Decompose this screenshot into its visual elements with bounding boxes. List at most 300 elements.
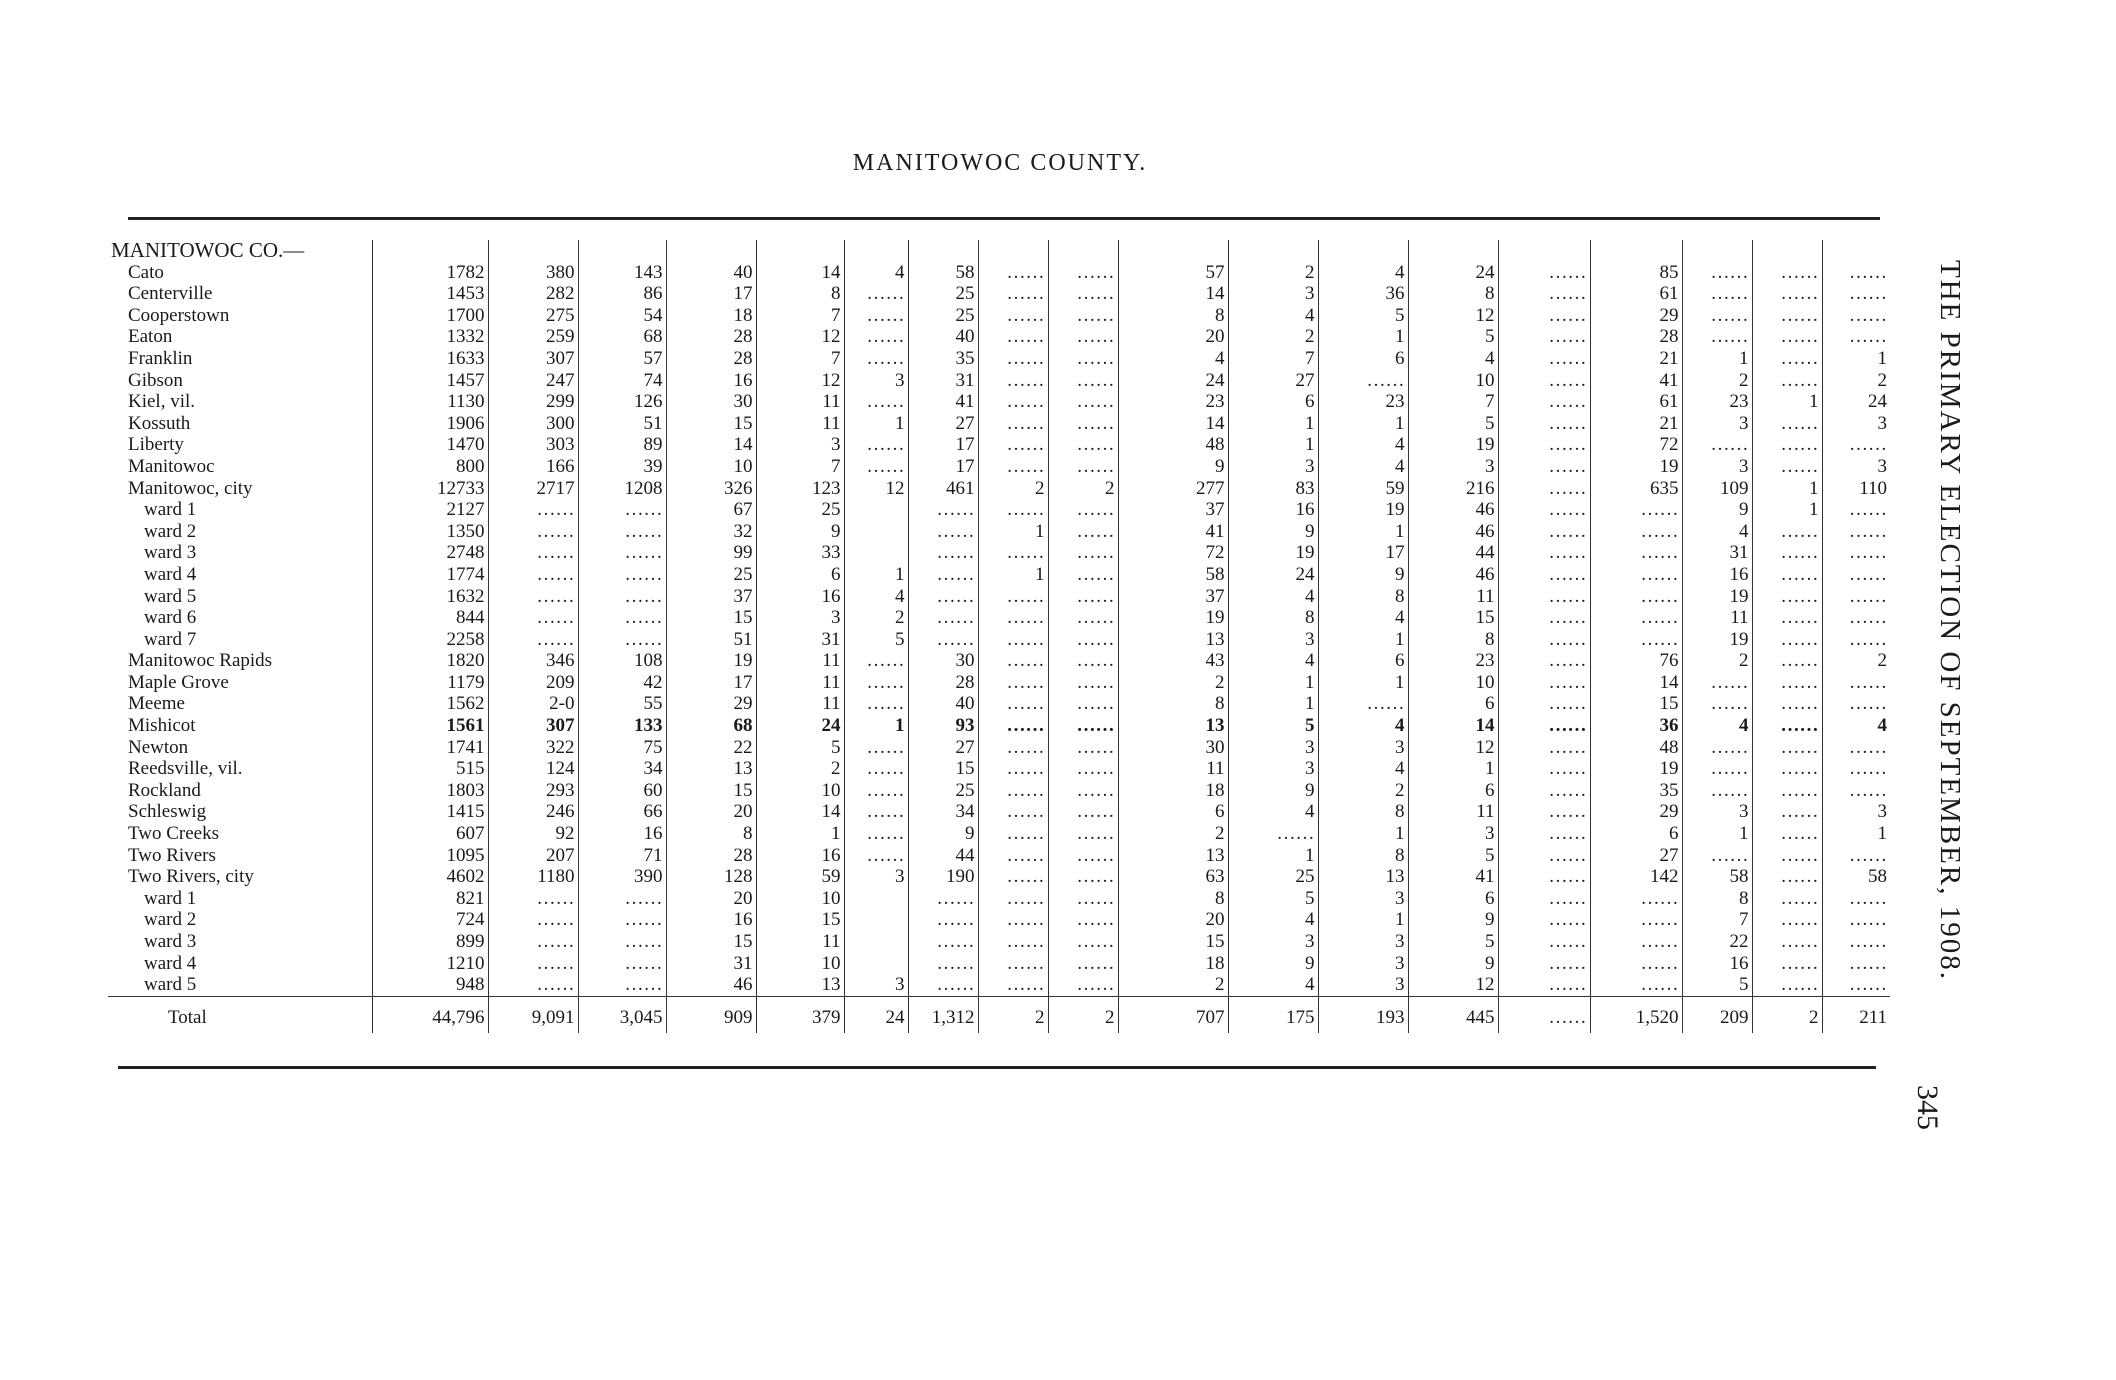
table-cell: …… <box>1048 650 1118 672</box>
table-cell: 63 <box>1118 866 1228 888</box>
table-cell: …… <box>1498 953 1590 975</box>
table-cell: …… <box>1048 305 1118 327</box>
table-cell: 2 <box>1682 370 1752 392</box>
table-cell: …… <box>1590 499 1682 521</box>
table-cell: 1 <box>1682 348 1752 370</box>
table-cell: 209 <box>488 672 578 694</box>
table-cell: 1561 <box>372 715 488 737</box>
table-cell: …… <box>978 586 1048 608</box>
table-cell: …… <box>1682 737 1752 759</box>
table-cell: 75 <box>578 737 666 759</box>
total-cell: 2 <box>1048 996 1118 1033</box>
table-cell: …… <box>1498 391 1590 413</box>
table-cell: …… <box>1752 931 1822 953</box>
table-cell: 20 <box>1118 326 1228 348</box>
table-cell: 74 <box>578 370 666 392</box>
table-cell: 3 <box>1318 737 1408 759</box>
table-cell: 17 <box>666 283 756 305</box>
table-cell: 35 <box>908 348 978 370</box>
table-cell: 1130 <box>372 391 488 413</box>
total-cell: 445 <box>1408 996 1498 1033</box>
table-cell: …… <box>978 305 1048 327</box>
table-cell: …… <box>1498 845 1590 867</box>
table-cell: 16 <box>1682 953 1752 975</box>
table-cell: …… <box>978 672 1048 694</box>
table-cell: …… <box>908 974 978 996</box>
table-cell: 25 <box>1228 866 1318 888</box>
table-cell: …… <box>1498 715 1590 737</box>
table-cell: …… <box>908 607 978 629</box>
table-cell: …… <box>1682 845 1752 867</box>
table-cell: 15 <box>666 780 756 802</box>
table-cell: 4 <box>844 262 908 284</box>
table-cell: 4 <box>1682 521 1752 543</box>
table-cell: 1470 <box>372 434 488 456</box>
table-cell: 14 <box>666 434 756 456</box>
table-cell: …… <box>1590 564 1682 586</box>
table-cell: 41 <box>1118 521 1228 543</box>
table-cell: …… <box>978 283 1048 305</box>
table-cell: 60 <box>578 780 666 802</box>
table-cell: 143 <box>578 262 666 284</box>
table-cell: 3 <box>1318 888 1408 910</box>
table-cell: …… <box>1822 586 1890 608</box>
table-row <box>108 866 1890 888</box>
table-cell: …… <box>844 283 908 305</box>
table-cell: …… <box>1048 823 1118 845</box>
table-cell: …… <box>1498 586 1590 608</box>
table-cell: …… <box>1752 715 1822 737</box>
table-cell: 27 <box>908 413 978 435</box>
table-cell: …… <box>844 780 908 802</box>
table-cell: 1350 <box>372 521 488 543</box>
table-cell: …… <box>844 434 908 456</box>
table-cell: 2 <box>1318 780 1408 802</box>
table-cell: …… <box>844 305 908 327</box>
table-cell: …… <box>488 953 578 975</box>
table-cell: 18 <box>1118 953 1228 975</box>
table-cell <box>844 521 908 543</box>
table-cell: 108 <box>578 650 666 672</box>
table-cell: 247 <box>488 370 578 392</box>
table-row <box>108 564 1890 586</box>
table-cell: 8 <box>1682 888 1752 910</box>
election-table <box>108 240 1890 1033</box>
table-cell: …… <box>1752 348 1822 370</box>
table-cell: …… <box>1048 758 1118 780</box>
table-cell: 2 <box>756 758 844 780</box>
table-cell: 2 <box>1822 650 1890 672</box>
table-cell: 15 <box>666 413 756 435</box>
table-cell: 4 <box>1228 586 1318 608</box>
table-cell: …… <box>1752 262 1822 284</box>
row-label: ward 4 <box>144 563 197 585</box>
table-cell: 5 <box>1408 845 1498 867</box>
table-cell: 30 <box>666 391 756 413</box>
table-cell: …… <box>1822 434 1890 456</box>
table-cell: …… <box>1752 607 1822 629</box>
table-cell: 190 <box>908 866 978 888</box>
table-cell: 5 <box>1408 413 1498 435</box>
table-cell: 37 <box>1118 499 1228 521</box>
table-cell: 3 <box>1228 283 1318 305</box>
row-label: Two Rivers <box>128 844 216 866</box>
table-cell: 2 <box>1682 650 1752 672</box>
table-cell: 282 <box>488 283 578 305</box>
table-cell: 68 <box>578 326 666 348</box>
table-cell: 15 <box>1408 607 1498 629</box>
table-cell: …… <box>978 758 1048 780</box>
table-cell: 15 <box>1118 931 1228 953</box>
row-label: Reedsville, vil. <box>128 758 243 780</box>
table-cell: …… <box>1822 326 1890 348</box>
page-number: 345 <box>1911 1085 1944 1130</box>
table-cell: …… <box>1498 672 1590 694</box>
table-cell: 1 <box>978 564 1048 586</box>
table-cell: 246 <box>488 801 578 823</box>
table-cell: …… <box>488 931 578 953</box>
table-cell: 11 <box>1408 801 1498 823</box>
row-label: Two Creeks <box>128 823 220 845</box>
table-cell: 14 <box>756 801 844 823</box>
table-cell: 99 <box>666 542 756 564</box>
table-cell: 92 <box>488 823 578 845</box>
table-cell <box>844 499 908 521</box>
table-row <box>108 478 1890 500</box>
table-cell: …… <box>488 629 578 651</box>
table-cell: …… <box>1682 283 1752 305</box>
row-label: Manitowoc <box>128 455 215 477</box>
table-cell: …… <box>978 391 1048 413</box>
table-cell: …… <box>1590 974 1682 996</box>
table-cell: …… <box>1048 931 1118 953</box>
table-row <box>108 650 1890 672</box>
table-cell: …… <box>1498 974 1590 996</box>
table-row <box>108 693 1890 715</box>
table-cell: …… <box>908 499 978 521</box>
table-row <box>108 391 1890 413</box>
row-label: Franklin <box>128 347 193 369</box>
table-cell: …… <box>488 564 578 586</box>
table-cell: 30 <box>1118 737 1228 759</box>
table-row <box>108 607 1890 629</box>
table-cell: 9 <box>1228 953 1318 975</box>
table-cell: …… <box>1498 370 1590 392</box>
table-cell: …… <box>978 607 1048 629</box>
table-cell: …… <box>844 737 908 759</box>
table-cell: …… <box>488 909 578 931</box>
table-cell: 85 <box>1590 262 1682 284</box>
table-cell: 8 <box>1408 629 1498 651</box>
table-cell: …… <box>488 521 578 543</box>
table-cell: 5 <box>756 737 844 759</box>
table-cell: 1562 <box>372 693 488 715</box>
table-cell: 24 <box>756 715 844 737</box>
table-cell: 25 <box>908 305 978 327</box>
table-cell: 15 <box>908 758 978 780</box>
table-cell: 1 <box>978 521 1048 543</box>
table-row <box>108 456 1890 478</box>
table-cell: 4 <box>1118 348 1228 370</box>
table-cell: …… <box>1498 413 1590 435</box>
table-cell: 14 <box>1118 413 1228 435</box>
table-cell: 19 <box>1118 607 1228 629</box>
table-cell: …… <box>1822 499 1890 521</box>
table-cell: 10 <box>756 780 844 802</box>
table-cell: 1803 <box>372 780 488 802</box>
table-cell <box>844 542 908 564</box>
table-cell: …… <box>1752 370 1822 392</box>
table-cell: …… <box>1590 931 1682 953</box>
table-cell: …… <box>1682 780 1752 802</box>
table-cell: …… <box>1822 564 1890 586</box>
table-cell: …… <box>844 801 908 823</box>
table-cell: 126 <box>578 391 666 413</box>
table-cell: …… <box>578 542 666 564</box>
row-label: Cato <box>128 261 164 283</box>
table-cell: …… <box>1682 434 1752 456</box>
table-cell: 515 <box>372 758 488 780</box>
table-cell: …… <box>1048 974 1118 996</box>
row-label: Liberty <box>128 434 184 456</box>
table-cell: 24 <box>1822 391 1890 413</box>
table-cell: 5 <box>844 629 908 651</box>
table-cell: …… <box>978 693 1048 715</box>
table-row <box>108 715 1890 737</box>
table-cell: …… <box>1498 348 1590 370</box>
table-cell: 25 <box>756 499 844 521</box>
table-cell: …… <box>1498 780 1590 802</box>
table-cell: …… <box>1752 866 1822 888</box>
table-cell: 1 <box>1318 521 1408 543</box>
table-cell: …… <box>1318 370 1408 392</box>
table-row <box>108 521 1890 543</box>
table-cell: 3 <box>756 607 844 629</box>
table-cell <box>844 909 908 931</box>
table-cell: …… <box>1048 564 1118 586</box>
table-cell: 34 <box>578 758 666 780</box>
table-cell: …… <box>1752 845 1822 867</box>
table-cell: 1 <box>1228 434 1318 456</box>
table-cell: 1415 <box>372 801 488 823</box>
table-cell: …… <box>844 650 908 672</box>
table-cell: 6 <box>1590 823 1682 845</box>
table-cell: …… <box>1228 823 1318 845</box>
table-cell: 3 <box>756 434 844 456</box>
table-cell: 28 <box>666 845 756 867</box>
table-cell: 1 <box>1752 478 1822 500</box>
table-cell: …… <box>1682 693 1752 715</box>
table-cell: 346 <box>488 650 578 672</box>
table-cell: 1 <box>1822 823 1890 845</box>
table-cell: 16 <box>666 370 756 392</box>
table-cell: 40 <box>908 326 978 348</box>
table-cell: …… <box>1498 542 1590 564</box>
running-head: THE PRIMARY ELECTION OF SEPTEMBER, 1908. <box>1934 260 1966 981</box>
table-cell: 23 <box>1408 650 1498 672</box>
table-cell: …… <box>978 629 1048 651</box>
table-cell: …… <box>488 607 578 629</box>
table-cell: 307 <box>488 348 578 370</box>
table-cell: …… <box>844 326 908 348</box>
row-label: Two Rivers, city <box>128 866 254 888</box>
table-cell: …… <box>978 326 1048 348</box>
table-cell: 4602 <box>372 866 488 888</box>
table-cell: 46 <box>1408 521 1498 543</box>
table-row <box>108 499 1890 521</box>
table-cell: 22 <box>1682 931 1752 953</box>
table-cell: 2 <box>1118 823 1228 845</box>
table-cell: …… <box>1822 521 1890 543</box>
table-cell: 9 <box>1682 499 1752 521</box>
table-cell: 800 <box>372 456 488 478</box>
table-cell: 1 <box>844 715 908 737</box>
row-label: Eaton <box>128 326 173 348</box>
row-label: ward 6 <box>144 607 197 629</box>
table-cell: 4 <box>1318 758 1408 780</box>
table-cell: 12 <box>1408 737 1498 759</box>
table-row <box>108 305 1890 327</box>
table-cell: 3 <box>1408 456 1498 478</box>
row-label: Cooperstown <box>128 304 230 326</box>
table-cell: 1457 <box>372 370 488 392</box>
table-cell: …… <box>1752 974 1822 996</box>
table-row <box>108 758 1890 780</box>
table-row <box>108 370 1890 392</box>
table-cell: …… <box>578 586 666 608</box>
table-cell: 11 <box>1118 758 1228 780</box>
table-cell: 2 <box>1118 974 1228 996</box>
table-cell: …… <box>1498 737 1590 759</box>
table-cell: 9 <box>1318 564 1408 586</box>
table-cell: 76 <box>1590 650 1682 672</box>
table-cell: 4 <box>844 586 908 608</box>
table-cell: 3 <box>1822 801 1890 823</box>
table-cell: 54 <box>578 305 666 327</box>
table-cell: 48 <box>1590 737 1682 759</box>
table-cell: 5 <box>1228 715 1318 737</box>
table-cell: 6 <box>1408 693 1498 715</box>
table-cell: 1782 <box>372 262 488 284</box>
table-cell: 42 <box>578 672 666 694</box>
table-cell: …… <box>1048 737 1118 759</box>
table-cell: …… <box>1048 542 1118 564</box>
table-cell: …… <box>1822 262 1890 284</box>
table-cell: 11 <box>756 391 844 413</box>
table-cell: 18 <box>666 305 756 327</box>
table-cell: 19 <box>1682 629 1752 651</box>
table-cell: 29 <box>1590 305 1682 327</box>
table-cell: 27 <box>908 737 978 759</box>
table-cell: 61 <box>1590 283 1682 305</box>
table-cell: 6 <box>1318 650 1408 672</box>
table-cell: 3 <box>844 866 908 888</box>
table-cell: 1 <box>1318 326 1408 348</box>
table-cell: 326 <box>666 478 756 500</box>
table-cell: 948 <box>372 974 488 996</box>
table-cell: 1632 <box>372 586 488 608</box>
table-cell: 1700 <box>372 305 488 327</box>
table-cell: 83 <box>1228 478 1318 500</box>
total-cell: 2 <box>1752 996 1822 1033</box>
table-cell: 7 <box>1228 348 1318 370</box>
table-cell: 3 <box>1822 456 1890 478</box>
table-cell: 13 <box>1318 866 1408 888</box>
table-cell: 128 <box>666 866 756 888</box>
table-cell: 3 <box>1318 931 1408 953</box>
table-cell: 20 <box>666 888 756 910</box>
table-cell: 41 <box>908 391 978 413</box>
table-cell: 724 <box>372 909 488 931</box>
table-cell: 16 <box>1228 499 1318 521</box>
table-row <box>108 586 1890 608</box>
total-cell: 44,796 <box>372 996 488 1033</box>
table-cell: 36 <box>1318 283 1408 305</box>
table-cell: …… <box>1048 413 1118 435</box>
table-cell: …… <box>1752 283 1822 305</box>
table-cell: 59 <box>1318 478 1408 500</box>
table-cell: 25 <box>666 564 756 586</box>
table-cell: 19 <box>1228 542 1318 564</box>
table-cell: …… <box>1822 672 1890 694</box>
table-cell: 6 <box>1118 801 1228 823</box>
table-cell: 1210 <box>372 953 488 975</box>
table-cell: 12 <box>756 370 844 392</box>
row-label: Gibson <box>128 369 183 391</box>
table-cell: 58 <box>1118 564 1228 586</box>
table-cell: 16 <box>666 909 756 931</box>
table-cell: …… <box>1048 629 1118 651</box>
table-cell: 51 <box>666 629 756 651</box>
table-cell: …… <box>1498 499 1590 521</box>
table-body <box>108 240 1890 996</box>
table-cell: 25 <box>908 283 978 305</box>
table-cell: 17 <box>908 456 978 478</box>
table-cell: 58 <box>1822 866 1890 888</box>
table-cell: …… <box>844 823 908 845</box>
row-label: ward 3 <box>144 931 197 952</box>
table-cell: 3 <box>1318 974 1408 996</box>
table-cell: 1 <box>1408 758 1498 780</box>
row-label: Newton <box>128 736 189 758</box>
table-cell: …… <box>978 456 1048 478</box>
total-label: Total <box>108 996 372 1033</box>
table-cell: …… <box>1498 888 1590 910</box>
table-cell: …… <box>978 737 1048 759</box>
table-cell: …… <box>488 974 578 996</box>
table-cell: 2 <box>1048 478 1118 500</box>
row-label: ward 5 <box>144 974 197 996</box>
table-cell: 5 <box>1408 931 1498 953</box>
table-row <box>108 326 1890 348</box>
table-cell: …… <box>1048 845 1118 867</box>
table-cell: 8 <box>1118 305 1228 327</box>
table-cell: 29 <box>666 693 756 715</box>
table-cell: 4 <box>1318 456 1408 478</box>
table-cell: 11 <box>756 693 844 715</box>
total-cell: 209 <box>1682 996 1752 1033</box>
table-cell: …… <box>1682 672 1752 694</box>
table-cell: 59 <box>756 866 844 888</box>
table-cell: 7 <box>1682 909 1752 931</box>
table-cell: 9 <box>1118 456 1228 478</box>
table-cell: …… <box>1498 305 1590 327</box>
table-cell: …… <box>844 693 908 715</box>
table-cell: 2258 <box>372 629 488 651</box>
table-cell: 48 <box>1118 434 1228 456</box>
table-cell: …… <box>1590 521 1682 543</box>
table-cell: 4 <box>1228 650 1318 672</box>
